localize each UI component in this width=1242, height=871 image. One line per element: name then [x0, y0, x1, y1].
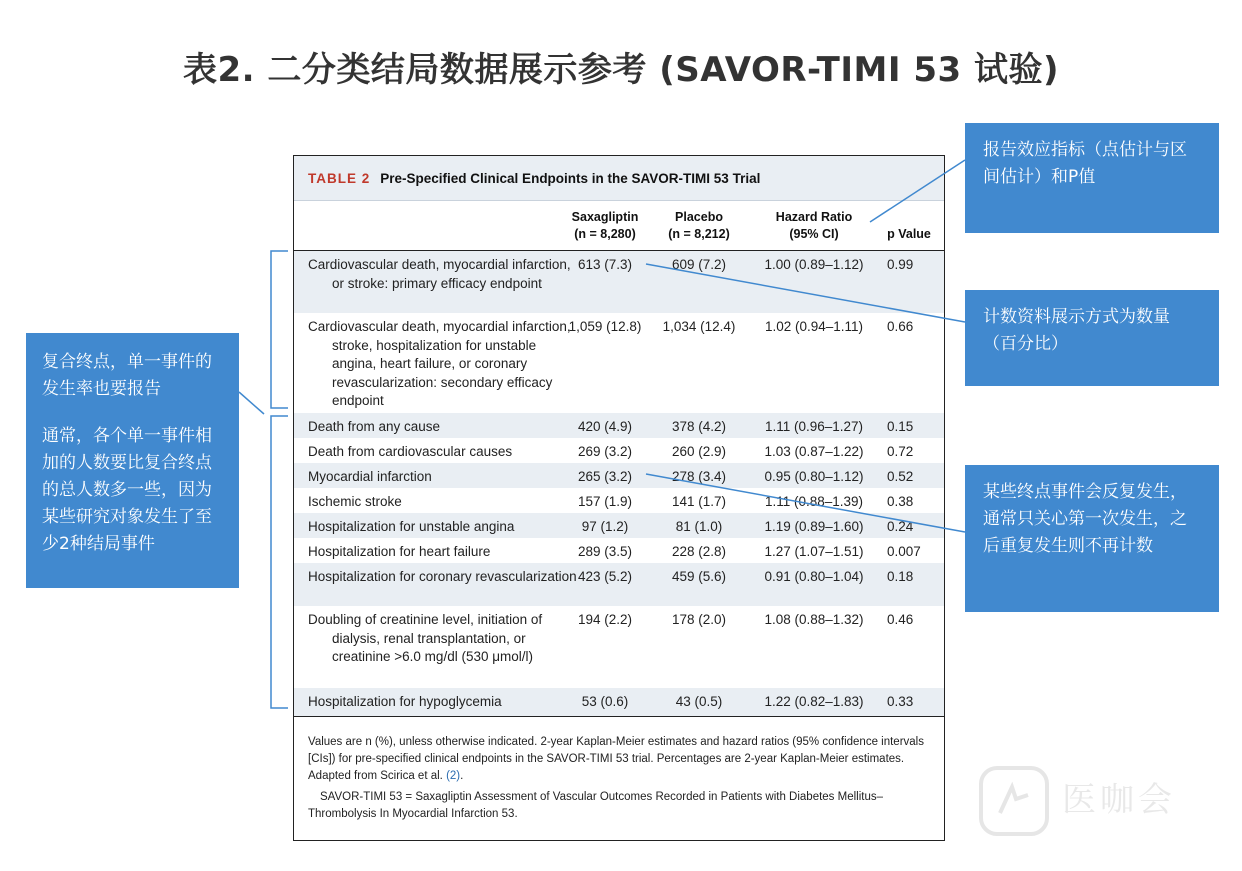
placebo-cell: 81 (1.0) — [675, 519, 723, 534]
saxagliptin-cell: 194 (2.2) — [577, 612, 633, 627]
table-footnote: Values are n (%), unless otherwise indicated. 2-year Kaplan-Meier estimates and hazard ratios (95% confidence intervals [CIs]) for pre-specified clinical endpoints in the SAVOR-TIMI 53 trial. Percentages are 2-year Kaplan-Meier estimates. Adapted from Scirica et al. (2). SAVOR-TIMI 53 = Saxagliptin Assessment of Vascular Outcomes Recorded in Patients with Diabetes Mellitus–Thrombolysis In Myocardial Infarction 53. — [308, 734, 934, 823]
saxagliptin-cell: 423 (5.2) — [577, 569, 633, 584]
table-row — [294, 251, 944, 313]
watermark-logo-icon — [978, 765, 1050, 837]
placebo-cell: 1,034 (12.4) — [662, 319, 736, 334]
p-value-cell: 0.24 — [887, 519, 914, 534]
endpoint-cell: Death from any cause — [308, 419, 441, 434]
placebo-cell: 260 (2.9) — [671, 444, 727, 459]
placebo-cell: 278 (3.4) — [671, 469, 727, 484]
page-title: 表2. 二分类结局数据展示参考 (SAVOR-TIMI 53 试验) — [182, 50, 1060, 90]
column-header-p-value: p Value — [887, 227, 931, 241]
saxagliptin-cell: 1,059 (12.8) — [568, 319, 642, 334]
column-header-row — [294, 201, 944, 251]
table-row — [294, 606, 944, 688]
hazard-ratio-cell: 1.03 (0.87–1.22) — [764, 444, 864, 459]
table-row — [294, 438, 944, 463]
components-bracket — [271, 416, 288, 708]
placebo-cell: 178 (2.0) — [671, 612, 727, 627]
footnote-divider — [294, 716, 944, 717]
p-value-cell: 0.15 — [887, 419, 914, 434]
hazard-ratio-cell: 1.22 (0.82–1.83) — [764, 694, 864, 709]
table-panel — [293, 155, 945, 841]
endpoint-cell: Hospitalization for heart failure — [308, 544, 491, 559]
saxagliptin-cell: 53 (0.6) — [581, 694, 629, 709]
composite-endpoint-note: 复合终点，单一事件的发生率也要报告 通常，各个单一事件相加的人数要比复合终点的总人数多一些，因为某些研究对象发生了至少2种结局事件 — [26, 333, 239, 588]
hazard-ratio-cell: 1.11 (0.96–1.27) — [764, 419, 864, 434]
saxagliptin-cell: 269 (3.2) — [577, 444, 633, 459]
endpoint-cell: Cardiovascular death, myocardial infarction, or stroke: primary efficacy endpoint — [308, 257, 571, 291]
count-data-note: 计数资料展示方式为数量（百分比） — [965, 290, 1219, 386]
hazard-ratio-cell: 1.11 (0.88–1.39) — [764, 494, 864, 509]
hazard-ratio-cell: 0.91 (0.80–1.04) — [764, 569, 864, 584]
p-value-cell: 0.52 — [887, 469, 914, 484]
left-note-connector — [239, 392, 264, 414]
table-row — [294, 538, 944, 563]
table-row — [294, 488, 944, 513]
hazard-ratio-cell: 1.19 (0.89–1.60) — [764, 519, 864, 534]
column-header-hazard-ratio: Hazard Ratio (95% CI) — [775, 210, 853, 241]
abbreviation-note: SAVOR-TIMI 53 = Saxagliptin Assessment of Vascular Outcomes Recorded in Patients with Diabetes Mellitus–Thrombolysis In Myocardial Infarction 53. — [308, 791, 884, 820]
endpoint-cell: Hospitalization for hypoglycemia — [308, 694, 502, 709]
p-value-cell: 0.007 — [887, 544, 921, 559]
saxagliptin-cell: 289 (3.5) — [577, 544, 633, 559]
table-label: TABLE 2 — [308, 170, 371, 186]
p-value-cell: 0.18 — [887, 569, 914, 584]
endpoint-cell: Hospitalization for coronary revascularization — [308, 569, 577, 584]
placebo-cell: 459 (5.6) — [671, 569, 727, 584]
column-header-saxagliptin: Saxagliptin (n = 8,280) — [571, 210, 639, 241]
endpoint-cell: Myocardial infarction — [308, 469, 432, 484]
hazard-ratio-cell: 0.95 (0.80–1.12) — [764, 469, 864, 484]
p-value-cell: 0.72 — [887, 444, 914, 459]
saxagliptin-cell: 97 (1.2) — [581, 519, 629, 534]
p-value-cell: 0.33 — [887, 694, 914, 709]
watermark-text: 医咖会 — [1062, 780, 1176, 820]
table-row — [294, 563, 944, 606]
saxagliptin-cell: 157 (1.9) — [577, 494, 633, 509]
hazard-ratio-cell: 1.02 (0.94–1.11) — [764, 319, 864, 334]
hazard-ratio-cell: 1.08 (0.88–1.32) — [764, 612, 864, 627]
table-row — [294, 513, 944, 538]
saxagliptin-cell: 420 (4.9) — [577, 419, 633, 434]
saxagliptin-cell: 613 (7.3) — [577, 257, 633, 272]
p-value-cell: 0.66 — [887, 319, 914, 334]
placebo-cell: 228 (2.8) — [671, 544, 727, 559]
endpoint-cell: Ischemic stroke — [308, 494, 402, 509]
composite-bracket — [271, 251, 288, 408]
placebo-cell: 141 (1.7) — [671, 494, 727, 509]
table-row — [294, 313, 944, 413]
saxagliptin-cell: 265 (3.2) — [577, 469, 633, 484]
placebo-cell: 43 (0.5) — [675, 694, 723, 709]
effect-measure-note: 报告效应指标（点估计与区间估计）和P值 — [965, 123, 1219, 233]
table-title: Pre-Specified Clinical Endpoints in the SAVOR-TIMI 53 Trial — [380, 170, 761, 186]
table-row — [294, 413, 944, 438]
hazard-ratio-cell: 1.00 (0.89–1.12) — [764, 257, 864, 272]
recurrent-event-note: 某些终点事件会反复发生，通常只关心第一次发生，之后重复发生则不再计数 — [965, 465, 1219, 612]
placebo-cell: 378 (4.2) — [671, 419, 727, 434]
endpoint-cell: Hospitalization for unstable angina — [308, 519, 515, 534]
p-value-cell: 0.38 — [887, 494, 914, 509]
reference-link[interactable]: (2) — [446, 770, 461, 782]
placebo-cell: 609 (7.2) — [671, 257, 727, 272]
endpoint-cell: Cardiovascular death, myocardial infarction, stroke, hospitalization for unstable angina, heart failure, or coronary revascularization: secondary efficacy endpoint — [308, 319, 571, 408]
endpoint-cell: Death from cardiovascular causes — [308, 444, 513, 459]
table-row — [294, 688, 944, 716]
table-row — [294, 463, 944, 488]
hazard-ratio-cell: 1.27 (1.07–1.51) — [764, 544, 864, 559]
column-header-placebo: Placebo (n = 8,212) — [668, 210, 730, 241]
p-value-cell: 0.99 — [887, 257, 914, 272]
p-value-cell: 0.46 — [887, 612, 914, 627]
endpoint-cell: Doubling of creatinine level, initiation of dialysis, renal transplantation, or creatinine >6.0 mg/dl (530 μmol/l) — [308, 612, 543, 664]
table-body — [294, 251, 944, 716]
table-caption — [294, 156, 944, 201]
